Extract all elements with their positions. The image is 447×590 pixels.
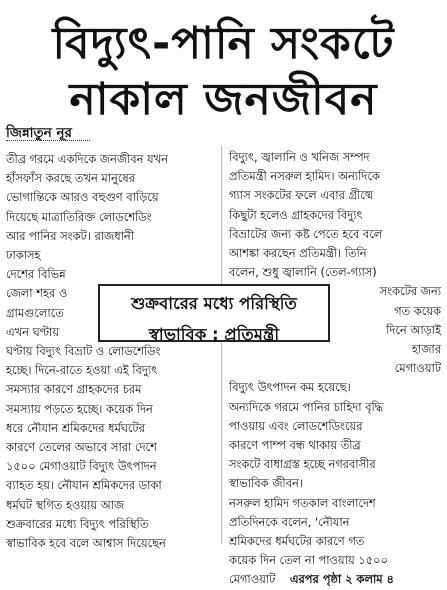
left-line: গ্রামগুলোতে [6,305,64,320]
last-line-text: মেগাওয়াট [229,572,276,587]
right-line: দিনে আড়াই [386,322,441,337]
right-line: কারণে পাম্প বন্ধ থাকায় তীব্র [229,438,361,453]
right-line: হাজার [411,342,441,357]
pull-quote-box [98,284,330,342]
left-line: ১৫০০ মেগাওয়াট বিদ্যুৎ উৎপাদন [6,459,157,474]
left-line: ধরে নৌযান শ্রমিকদের ধর্মঘটের [6,420,145,435]
headline-line-2: নাকাল জনজীবন [69,74,378,125]
left-line: সমস্যার কারণে গ্রাহকদের চরম [6,382,142,397]
continuation-line [229,570,441,589]
right-line: স্বাভাবিক জীবন। [229,476,303,491]
pull-quote-line-1: শুক্রবারের মধ্যে পরিস্থিতি [131,294,297,313]
left-line: ঘণ্টায় বিদ্যুৎ বিভ্রাট ও লোডশেডিং [6,344,161,359]
pull-quote-line-2: স্বাভাবিক : প্রতিমন্ত্রী [148,325,280,344]
left-line: দিয়েছে মাত্রাতিরিক্ত লোডশেডিং [6,209,152,224]
right-line: আশঙ্কা করছেন প্রতিমন্ত্রী। তিনি [229,246,367,261]
right-line: নসরুল হামিদ গতকাল বাংলাদেশ [229,495,376,510]
left-line: দেশের বিভিন্ন [6,267,66,282]
left-line: এখন ঘণ্টায় [6,324,60,339]
left-line: ঢাকাসহ [6,248,41,263]
left-column [6,150,217,553]
right-line: সংকটে বাধাগ্রস্ত হচ্ছে নগরবাসীর [229,457,376,472]
left-line: ভোগান্তিকে আরও বহুগুণ বাড়িয়ে [6,190,159,205]
right-line: বলেন, শুধু জ্বালানি (তেল-গ্যাস) [229,265,377,280]
right-line: গ্যাস সংকটের ফলে এবার গ্রীষ্মে [229,188,373,203]
byline: জিন্নাতুন নূর [6,125,72,141]
right-line: সংকটের জন্য [379,284,441,299]
right-line: পাওয়ায় এবং লোডশেডিংয়ের [229,418,363,433]
left-line: স্বাভাবিক হবে বলে আশ্বাস দিয়েছেন [6,536,166,551]
right-line: কয়েক দিন তেল না পাওয়ায় ১৫০০ [229,553,388,568]
left-line: হচ্ছে। দিনে-রাতে হওয়া এই বিদ্যুৎ [6,363,158,378]
right-line: বিদ্যুৎ উৎপাদন কম হয়েছে। [229,380,351,395]
right-line: অন্যদিকে গরমে পানির চাহিদা বৃদ্ধি [229,399,384,414]
left-line: ধর্মঘট স্থগিত হওয়ায় আজ [6,497,125,512]
left-line: শুক্রবারের মধ্যে বিদ্যুৎ পরিস্থিতি [6,516,149,531]
right-line: প্রতিমন্ত্রী নসরুল হামিদ। অন্যদিকে [229,169,380,184]
left-line: জেলা শহর ও [6,286,68,301]
left-line: ব্যাহত হয়। নৌযান শ্রমিকদের ডাকা [6,478,162,493]
right-line: শ্রমিকদের ধর্মঘটের কারণে গত [229,534,365,549]
right-line: প্রতিদিনকে বলেন, 'নৌযান [229,514,350,529]
left-line: হাঁসফাঁস করছে তখন মানুষের [6,171,135,186]
left-line: তীব্র গরমে একদিকে জনজীবন যখন [6,152,168,166]
byline-underline [6,140,90,141]
right-line: কিছুটা হলেও গ্রাহকদের বিদ্যুৎ [229,207,363,222]
headline-line-1: বিদ্যুৎ-পানি সংকটে [52,18,395,69]
left-line: আর পানির সংকট। রাজধানী [6,228,134,243]
right-line: গত কয়েক [394,303,441,318]
right-column [229,148,441,590]
left-line: কারণে তেলের অভাবে সারা দেশে [6,440,157,455]
right-line: বিভ্রাটের জন্য কষ্ট পেতে হবে বলে [229,226,383,241]
jump-reference: এরপর পৃষ্ঠা ২ কলাম ৪ [289,572,394,587]
right-line: মেগাওয়াট [394,361,441,376]
left-line: সমস্যায় পড়তে হচ্ছে। কয়েক দিন [6,401,153,416]
right-line: বিদ্যুৎ, জ্বালানি ও খনিজ সম্পদ [229,150,370,164]
